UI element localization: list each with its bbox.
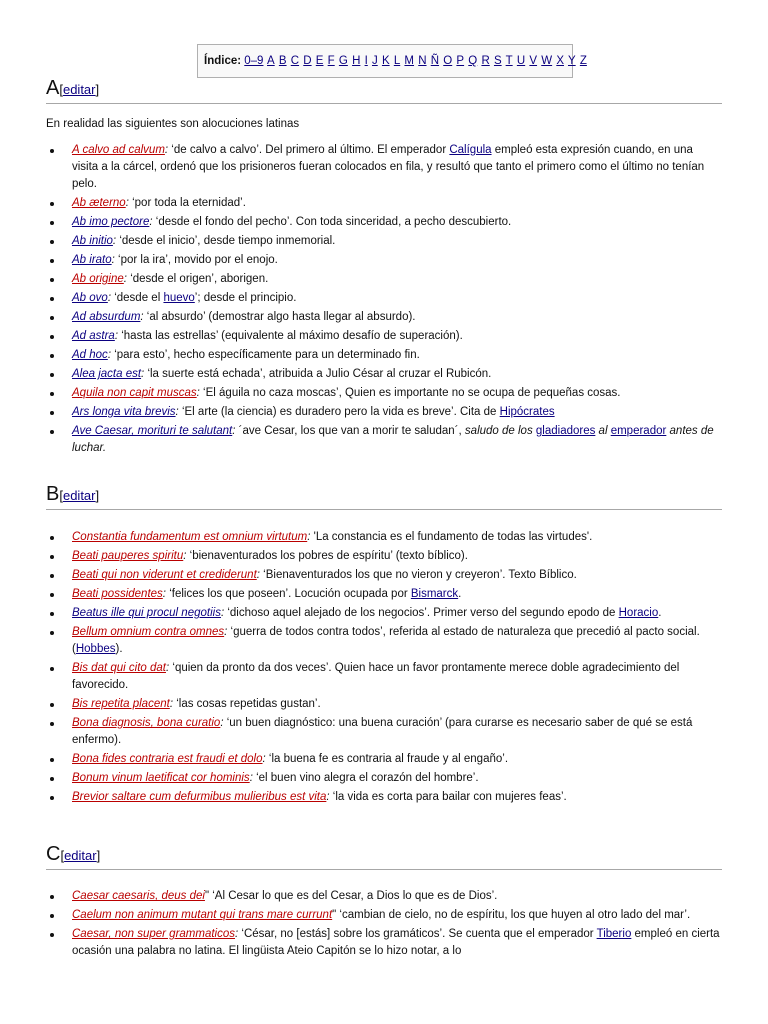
index-link-24[interactable]: W <box>541 55 553 67</box>
term-separator: : <box>220 717 224 729</box>
index-link-19[interactable]: R <box>481 55 490 67</box>
definition-italic: saludo de los <box>464 425 536 437</box>
list-item <box>46 347 722 364</box>
term-separator: : <box>114 330 119 342</box>
term-separator: : <box>165 662 170 674</box>
term-separator: : <box>141 368 145 380</box>
term-link[interactable]: Ab ovo <box>72 292 108 304</box>
term-link[interactable]: Ab imo pectore <box>72 216 150 228</box>
definition-text: ‘al absurdo’ (demostrar algo hasta llegar al absurdo). <box>143 311 416 323</box>
section-c <box>46 842 722 962</box>
definition-text: ‘la vida es corta para bailar con mujeres feas’. <box>329 791 567 803</box>
definition-text: ‘desde el inicio’, desde tiempo inmemorial. <box>116 235 336 247</box>
list-item <box>46 385 722 402</box>
index-link-11[interactable]: K <box>381 55 390 67</box>
definition-text: ‘un buen diagnóstico: una buena curación’ (para curarse es necesario saber de qué se está enfermo). <box>72 717 693 746</box>
index-link-0[interactable]: 0–9 <box>244 55 264 67</box>
index-link-15[interactable]: Ñ <box>430 55 440 67</box>
term-link[interactable]: Alea jacta est <box>72 368 142 380</box>
term-link[interactable]: Ab initio <box>72 235 113 247</box>
edit-link-b: [editar] <box>59 488 100 503</box>
section-title-c: C <box>46 843 61 865</box>
definition-text: 'La constancia es el fundamento de todas las virtudes'. <box>310 531 593 543</box>
term-separator: : <box>183 550 187 562</box>
definition-text: ‘Bienaventurados los que no vieron y creyeron’. Texto Bíblico. <box>259 569 577 581</box>
list-item <box>46 586 722 603</box>
list-a <box>46 142 722 457</box>
term-link[interactable]: Bonum vinum laetificat cor hominis <box>72 772 250 784</box>
index-link-17[interactable]: P <box>456 55 465 67</box>
list-item <box>46 290 722 307</box>
term-separator: : <box>249 772 253 784</box>
edit-button-c[interactable]: editar <box>64 848 97 863</box>
index-link-22[interactable]: U <box>516 55 526 67</box>
term-link[interactable]: Ab origine <box>72 273 124 285</box>
list-item <box>46 233 722 250</box>
list-item <box>46 548 722 565</box>
definition-text: ‘César, no [estás] sobre los gramáticos’. Se cuenta que el emperador <box>238 928 597 940</box>
list-item <box>46 715 722 749</box>
definition-text: ‘bienaventurados los pobres de espíritu’ (texto bíblico). <box>186 550 468 562</box>
list-item <box>46 142 722 193</box>
list-item <box>46 529 722 546</box>
term-link[interactable]: Caelum non animum mutant qui trans mare currunt <box>72 909 333 921</box>
section-title-a: A <box>46 77 60 99</box>
list-item <box>46 789 722 806</box>
definition-text: ‘desde el fondo del pecho’. Con toda sinceridad, a pecho descubierto. <box>152 216 512 228</box>
definition-text: ‘por toda la eternidad’. <box>128 197 246 209</box>
section-b <box>46 482 722 808</box>
term-link[interactable]: Bis dat qui cito dat <box>72 662 166 674</box>
index-link-9[interactable]: I <box>364 55 368 67</box>
index-link-14[interactable]: N <box>418 55 427 67</box>
index-box <box>197 44 587 78</box>
edit-link-c: [editar] <box>60 848 101 863</box>
definition-text: empleó en cierta ocasión una palabra no latina. El lingüista Ateio Capitón se lo hizo notar, a lo <box>72 928 720 957</box>
list-item <box>46 624 722 658</box>
index-link-3[interactable]: C <box>290 55 300 67</box>
definition-text: ‘dichoso aquel alejado de los negocios’. Primer verso del segundo epodo de <box>224 607 619 619</box>
section-heading-c <box>46 842 722 870</box>
index-link-13[interactable]: M <box>404 55 415 67</box>
section-heading-b <box>46 482 722 510</box>
list-item <box>46 309 722 326</box>
term-separator: : <box>112 235 117 247</box>
list-item <box>46 423 722 457</box>
list-item <box>46 567 722 584</box>
definition-text: . <box>458 588 462 600</box>
index-link-20[interactable]: S <box>493 55 502 67</box>
definition-text: ‘felices los que poseen’. Locución ocupada por <box>166 588 411 600</box>
term-link[interactable]: Beati pauperes spiritu <box>72 550 184 562</box>
edit-link-a: [editar] <box>59 82 100 97</box>
definition-text: ‘El águila no caza moscas’, Quien es importante no se ocupa de pequeñas cosas. <box>199 387 621 399</box>
inline-link[interactable]: Hobbes <box>75 643 116 655</box>
index-link-16[interactable]: O <box>443 55 453 67</box>
term-link[interactable]: Aquila non capit muscas <box>72 387 197 399</box>
definition-text: ‘El arte (la ciencia) es duradero pero la vida es breve’. Cita de <box>178 406 500 418</box>
definition-text: ‘de calvo a calvo’. Del primero al último. El emperador <box>168 144 450 156</box>
term-link[interactable]: Ad absurdum <box>72 311 141 323</box>
term-separator: : <box>125 197 129 209</box>
list-item <box>46 751 722 768</box>
list-b <box>46 529 722 806</box>
index-link-2[interactable]: B <box>278 55 287 67</box>
term-separator: : <box>224 626 228 638</box>
term-separator: : <box>220 607 225 619</box>
definition-text: ‘hasta las estrellas’ (equivalente al máximo desafío de superación). <box>118 330 463 342</box>
list-item <box>46 252 722 269</box>
list-item <box>46 660 722 694</box>
list-c <box>46 888 722 960</box>
edit-button-a[interactable]: editar <box>62 82 96 97</box>
inline-link[interactable]: Bismarck <box>410 588 459 600</box>
term-link[interactable]: Ave Caesar, morituri te salutant <box>72 425 233 437</box>
definition-text: ). <box>115 643 123 655</box>
definition-text: empleó esta expresión cuando, en una visita a la cárcel, ordenó que los prisioneros fueran colocados en fila, y resultó que tanto el primero como el último no tenían pelo. <box>72 144 705 190</box>
term-separator: : <box>149 216 153 228</box>
term-link[interactable]: Ad astra <box>72 330 115 342</box>
definition-text: ´ave Cesar, los que van a morir te saludan´, <box>235 425 465 437</box>
term-separator: : <box>196 387 200 399</box>
list-item <box>46 770 722 787</box>
index-link-7[interactable]: G <box>338 55 348 67</box>
list-item <box>46 214 722 231</box>
index-link-21[interactable]: T <box>505 55 513 67</box>
definition-text: ’; desde el principio. <box>194 292 297 304</box>
inline-link[interactable]: Hipócrates <box>499 406 555 418</box>
inline-link[interactable]: emperador <box>610 425 667 437</box>
index-link-25[interactable]: X <box>556 55 564 67</box>
term-link[interactable]: A calvo ad calvum <box>72 144 165 156</box>
term-link[interactable]: Beatus ille qui procul negotiis <box>72 607 221 619</box>
list-item <box>46 605 722 622</box>
index-link-4[interactable]: D <box>303 55 312 67</box>
index-link-6[interactable]: F <box>327 55 335 67</box>
term-link[interactable]: Beati possidentes <box>72 588 163 600</box>
term-link[interactable]: Bis repetita placent <box>72 698 170 710</box>
term-separator: : <box>162 588 166 600</box>
term-link[interactable]: Bona fides contraria est fraudi et dolo <box>72 753 263 765</box>
term-link[interactable]: Caesar, non super grammaticos <box>72 928 235 940</box>
term-separator: : <box>262 753 266 765</box>
term-link[interactable]: Ab æterno <box>72 197 126 209</box>
list-item <box>46 366 722 383</box>
list-item <box>46 404 722 421</box>
term-separator: : <box>164 144 169 156</box>
section-title-b: B <box>46 483 60 505</box>
list-item <box>46 926 722 960</box>
index-link-26[interactable]: Y <box>567 55 576 67</box>
index-link-18[interactable]: Q <box>468 55 478 67</box>
list-item <box>46 195 722 212</box>
index-link-12[interactable]: L <box>393 55 401 67</box>
term-link[interactable]: Ad hoc <box>72 349 108 361</box>
term-separator: : <box>232 425 236 437</box>
inline-link[interactable]: Horacio <box>618 607 659 619</box>
definition-text: ‘por la ira’, movido por el enojo. <box>114 254 278 266</box>
term-link[interactable]: Bellum omnium contra omnes <box>72 626 225 638</box>
term-separator: : <box>307 531 311 543</box>
index-link-8[interactable]: H <box>352 55 361 67</box>
definition-text: ‘el buen vino alegra el corazón del hombre’. <box>252 772 479 784</box>
index-link-23[interactable]: V <box>529 55 538 67</box>
definition-text: ‘desde el origen’, aborigen. <box>127 273 269 285</box>
term-separator: : <box>107 292 112 304</box>
term-separator: : <box>235 928 239 940</box>
term-separator: : <box>140 311 144 323</box>
term-link[interactable]: Ab irato <box>72 254 112 266</box>
definition-text: ‘desde el <box>111 292 164 304</box>
index-link-27[interactable]: Z <box>579 55 587 67</box>
definition-text: ‘la buena fe es contraria al fraude y al engaño’. <box>265 753 509 765</box>
index-link-1[interactable]: A <box>267 55 275 67</box>
index-link-5[interactable]: E <box>315 55 324 67</box>
term-link[interactable]: Brevior saltare cum defurmibus mulieribus est vita <box>72 791 327 803</box>
list-item <box>46 328 722 345</box>
definition-text: . <box>658 607 662 619</box>
term-separator: : <box>111 254 115 266</box>
term-link[interactable]: Beati qui non viderunt et crediderunt <box>72 569 257 581</box>
edit-button-b[interactable]: editar <box>62 488 96 503</box>
definition-text: ‘quien da pronto da dos veces’. Quien hace un favor prontamente merece doble agradecimiento del favorecido. <box>72 662 680 691</box>
definition-italic: antes de luchar. <box>72 425 714 454</box>
definition-text: " ‘cambian de cielo, no de espíritu, los que huyen al otro lado del mar’. <box>332 909 691 921</box>
index-link-10[interactable]: J <box>371 55 378 67</box>
definition-text: " ‘Al Cesar lo que es del Cesar, a Dios lo que es de Dios’. <box>204 890 498 902</box>
definition-italic: al <box>595 425 611 437</box>
definition-text: ‘las cosas repetidas gustan’. <box>173 698 321 710</box>
term-link[interactable]: Ars longa vita brevis <box>72 406 176 418</box>
inline-link[interactable]: Calígula <box>449 144 492 156</box>
inline-link[interactable]: Tiberio <box>596 928 632 940</box>
term-separator: : <box>123 273 127 285</box>
section-a <box>46 76 722 459</box>
section-heading-a <box>46 76 722 104</box>
definition-text: ‘para esto’, hecho específicamente para un determinado fin. <box>111 349 420 361</box>
list-item <box>46 907 722 924</box>
term-separator: : <box>107 349 112 361</box>
intro-text: En realidad las siguientes son alocuciones latinas <box>46 118 300 130</box>
term-link[interactable]: Bona diagnosis, bona curatio <box>72 717 221 729</box>
definition-text: ‘guerra de todos contra todos’, referida al estado de naturaleza que precedió al pacto social. ( <box>72 626 700 655</box>
list-item <box>46 696 722 713</box>
list-item <box>46 888 722 905</box>
term-separator: : <box>256 569 260 581</box>
list-item <box>46 271 722 288</box>
inline-link[interactable]: huevo <box>163 292 195 304</box>
term-link[interactable]: Constantia fundamentum est omnium virtutum <box>72 531 308 543</box>
index-label: Índice: <box>204 55 242 67</box>
term-separator: : <box>169 698 174 710</box>
term-link[interactable]: Caesar caesaris, deus dei <box>72 890 205 902</box>
index-letters <box>244 55 588 67</box>
definition-text: ‘la suerte está echada’, atribuida a Julio César al cruzar el Rubicón. <box>144 368 492 380</box>
inline-link[interactable]: gladiadores <box>535 425 596 437</box>
term-separator: : <box>326 791 330 803</box>
term-separator: : <box>175 406 179 418</box>
